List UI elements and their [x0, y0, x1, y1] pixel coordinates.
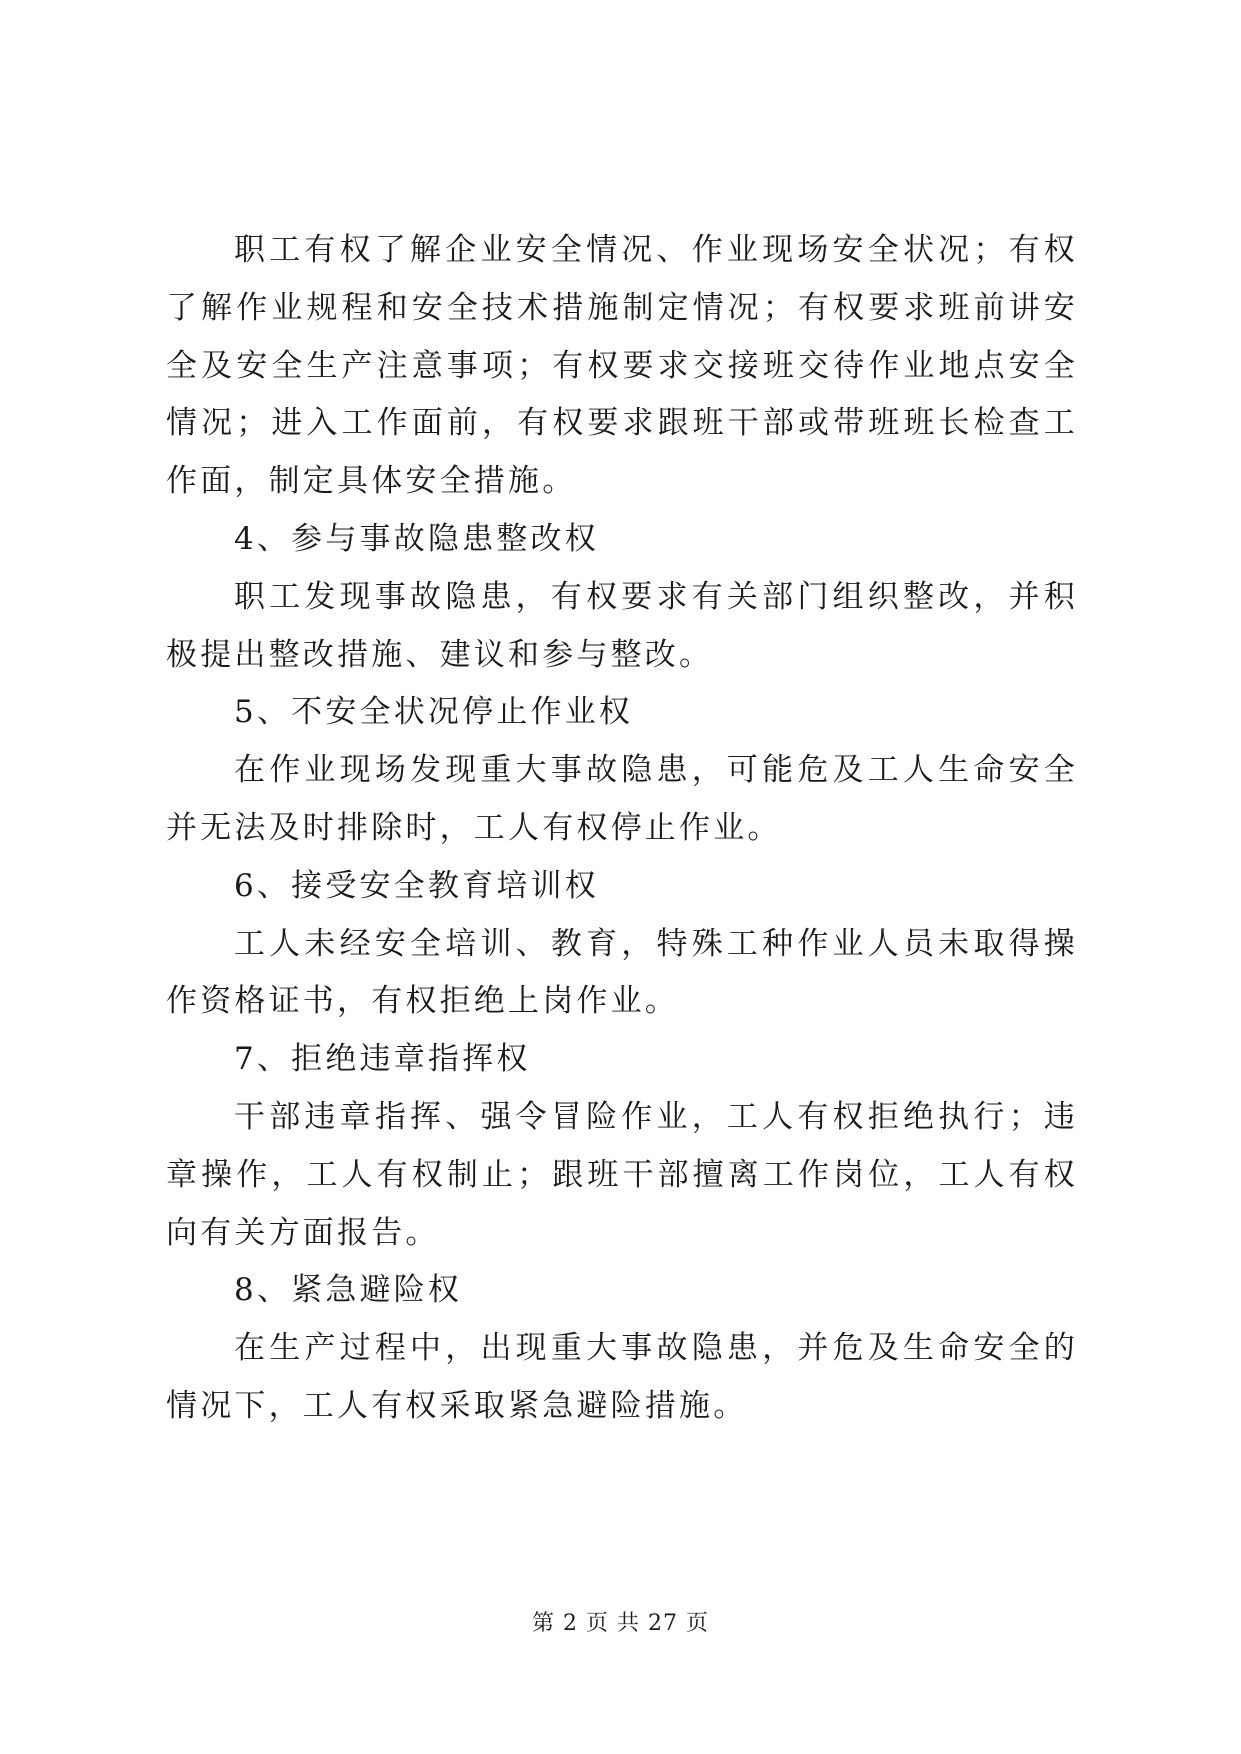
heading-stop-work-right: 5、不安全状况停止作业权 — [234, 694, 634, 731]
paragraph-emergency-escape: 在生产过程中，出现重大事故隐患，并危及生命安全的情况下，工人有权采取紧急避险措施。 — [166, 1330, 1078, 1424]
paragraph-training: 工人未经安全培训、教育，特殊工种作业人员未取得操作资格证书，有权拒绝上岗作业。 — [166, 925, 1078, 1020]
paragraph-refuse-violation: 干部违章指挥、强令冒险作业，工人有权拒绝执行；违章操作，工人有权制止；跟班干部擅离工作岗位，工人有权向有关方面报告。 — [166, 1098, 1078, 1251]
paragraph-rights-to-know: 职工有权了解企业安全情况、作业现场安全状况；有权了解作业规程和安全技术措施制定情况；有权要求班前讲安全及安全生产注意事项；有权要求交接班交待作业地点安全情况；进入工作面前，有权要求跟班干部或带班班长检查工作面，制定具体安全措施。 — [166, 232, 1078, 500]
paragraph-stop-work: 在作业现场发现重大事故隐患，可能危及工人生命安全并无法及时排除时，工人有权停止作业。 — [166, 752, 1078, 846]
paragraph-hazard-rectification: 职工发现事故隐患，有权要求有关部门组织整改，并积极提出整改措施、建议和参与整改。 — [166, 578, 1078, 673]
heading-emergency-escape-right: 8、紧急避险权 — [234, 1272, 463, 1309]
heading-refuse-violation-right: 7、拒绝违章指挥权 — [234, 1041, 531, 1078]
document-body — [166, 222, 1078, 1436]
page-number-footer: 第 2 页 共 27 页 — [532, 1611, 709, 1636]
heading-training-right: 6、接受安全教育培训权 — [234, 867, 599, 904]
heading-hazard-rectification-right: 4、参与事故隐患整改权 — [234, 520, 599, 557]
